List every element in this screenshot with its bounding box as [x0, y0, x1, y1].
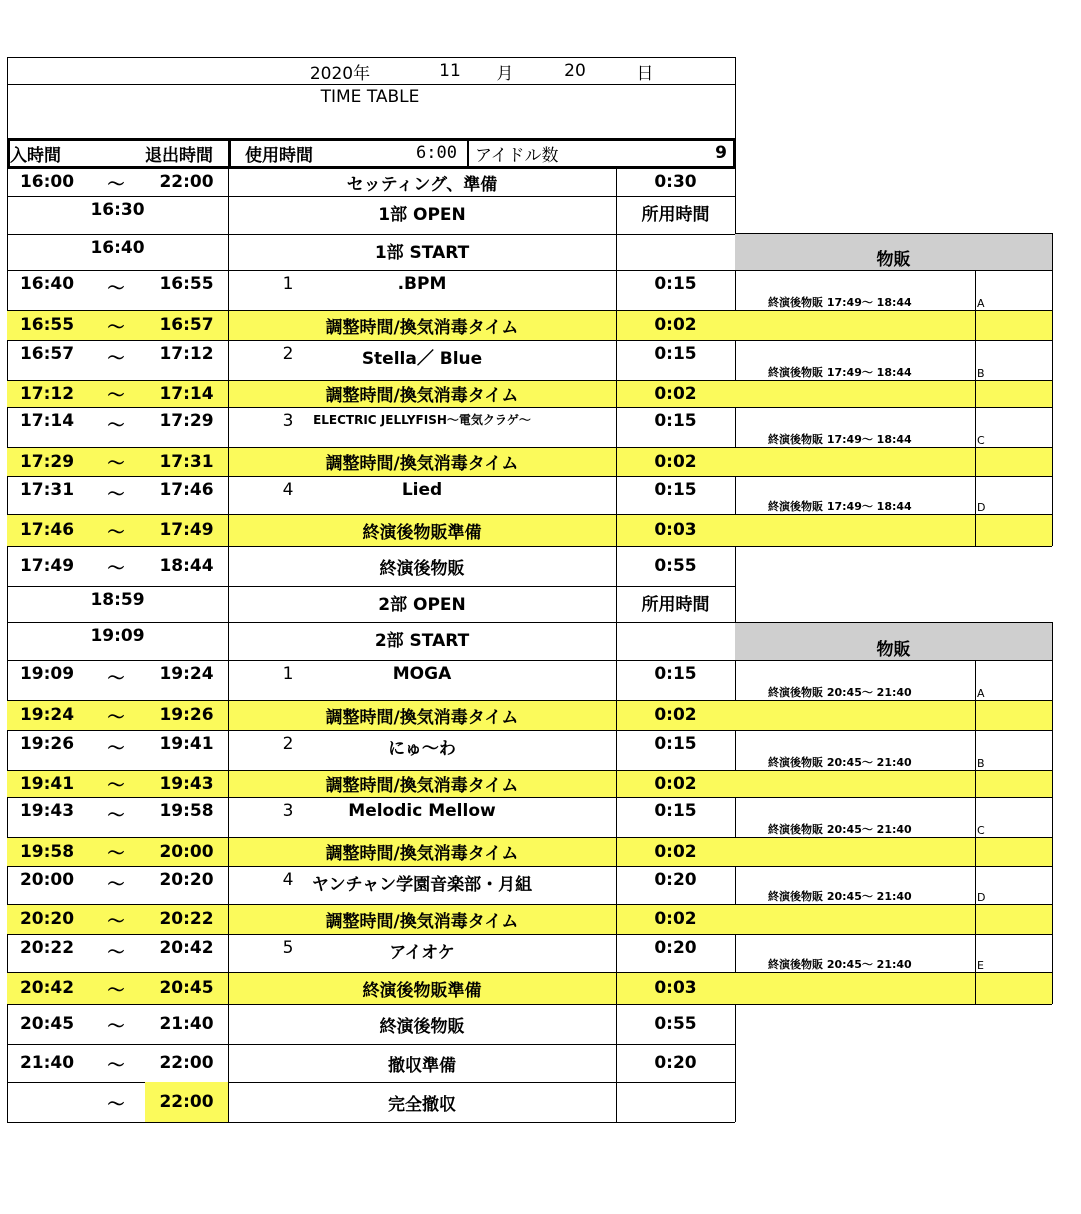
end-time: 20:22: [159, 909, 214, 929]
start-time: 17:46: [19, 520, 75, 540]
slot-number: 2: [282, 344, 294, 364]
grid-line: [228, 138, 231, 168]
open-label: 2部 START: [374, 631, 470, 651]
duration: 0:03: [654, 978, 697, 998]
grid-line: [735, 380, 1052, 381]
grid-line: [735, 1004, 1052, 1005]
grid-line: [228, 622, 229, 660]
grid-line: [1052, 730, 1053, 797]
grid-line: [228, 234, 229, 270]
grid-line: [735, 797, 736, 837]
grid-line: [735, 546, 1052, 547]
merch-slot-letter: B: [977, 367, 985, 380]
start-time: 20:00: [19, 870, 75, 890]
duration-header: 所用時間: [641, 595, 710, 615]
duration-header: 所用時間: [641, 205, 710, 225]
grid-line: [735, 1082, 736, 1122]
grid-line: [735, 866, 736, 904]
tilde: 〜: [107, 844, 125, 864]
end-time: 16:55: [159, 274, 214, 294]
open-label: 1部 OPEN: [378, 205, 466, 225]
grid-line: [228, 972, 229, 1004]
start-time: 17:31: [19, 480, 75, 500]
grid-line: [735, 622, 1052, 623]
idol-count-label: アイドル数: [475, 145, 559, 166]
duration: 0:55: [654, 1014, 697, 1034]
merch-slot-time: 終演後物販 17:49〜 18:44: [768, 296, 912, 309]
grid-line: [616, 270, 617, 310]
grid-line: [1052, 622, 1053, 660]
grid-line: [616, 1004, 617, 1044]
act-name: 調整時間/換気消毒タイム: [325, 776, 519, 796]
grid-line: [975, 797, 976, 866]
merch-highlight-row: [735, 700, 1052, 730]
tilde: 〜: [107, 317, 125, 338]
duration-header: [616, 622, 735, 660]
end-time: 19:43: [159, 773, 214, 794]
grid-line: [1052, 797, 1053, 866]
tilde: 〜: [107, 522, 125, 543]
grid-line: [228, 380, 229, 407]
start-time: 17:14: [19, 411, 75, 431]
grid-line: [735, 770, 1052, 771]
grid-line: [735, 270, 736, 310]
act-name: ヤンチャン学園音楽部・月組: [311, 875, 533, 895]
end-time: 21:40: [159, 1014, 214, 1034]
grid-line: [228, 770, 229, 797]
start-time: 16:40: [19, 274, 75, 294]
end-time: 20:42: [159, 938, 214, 958]
in-time-label: 入時間: [10, 145, 61, 166]
slot-number: 1: [282, 664, 294, 684]
grid-line: [735, 660, 736, 700]
merch-slot-letter: E: [977, 959, 984, 972]
grid-line: [616, 797, 617, 837]
grid-line: [1052, 660, 1053, 730]
end-time: 17:29: [159, 411, 214, 431]
merch-slot-time: 終演後物販 20:45〜 21:40: [768, 823, 912, 836]
merch-highlight-row: [735, 770, 1052, 797]
grid-line: [616, 546, 617, 586]
act-name: 調整時間/換気消毒タイム: [325, 317, 519, 338]
grid-line: [735, 447, 1052, 448]
tilde: 〜: [107, 1016, 125, 1037]
act-name: アイオケ: [389, 943, 455, 963]
grid-line: [228, 270, 229, 310]
act-name: MOGA: [392, 664, 452, 684]
duration: 0:02: [654, 773, 697, 794]
grid-line: [735, 837, 1052, 838]
grid-line: [228, 168, 229, 196]
duration: 0:20: [654, 1053, 697, 1073]
header-day-unit: 日: [636, 63, 654, 84]
tilde: 〜: [107, 349, 125, 369]
merch-highlight-row: [735, 904, 1052, 934]
end-time: 16:57: [159, 315, 214, 335]
tilde: 〜: [107, 454, 125, 474]
grid-line: [735, 233, 1052, 234]
start-time: 21:40: [19, 1053, 75, 1073]
tilde: 〜: [107, 669, 125, 689]
merch-highlight-row: [735, 837, 1052, 866]
out-time-label: 退出時間: [145, 145, 213, 166]
start-time: 20:42: [19, 978, 75, 998]
end-time: 17:12: [159, 344, 214, 364]
duration: 0:15: [654, 344, 697, 364]
start-time: 19:26: [19, 734, 75, 754]
grid-line: [1052, 340, 1053, 407]
duration: 0:55: [654, 556, 697, 576]
slot-number: 4: [282, 870, 294, 890]
usage-value: 6:00: [416, 143, 457, 163]
grid-line: [735, 546, 736, 586]
duration: 0:15: [654, 480, 697, 500]
grid-line: [228, 196, 229, 234]
merch-slot-letter: A: [977, 687, 985, 700]
tilde: 〜: [107, 911, 125, 932]
end-time: 22:00: [159, 1092, 214, 1112]
duration: 0:02: [654, 383, 697, 404]
duration: 0:02: [654, 315, 697, 335]
act-name: 調整時間/換気消毒タイム: [325, 707, 519, 728]
open-time: 18:59: [90, 590, 145, 610]
start-time: 19:24: [19, 705, 75, 725]
grid-line: [228, 700, 229, 730]
start-time: 19:41: [19, 773, 75, 794]
tilde: 〜: [107, 806, 125, 826]
act-name: .BPM: [397, 274, 447, 294]
end-time: 17:14: [159, 383, 214, 404]
grid-line: [467, 138, 469, 168]
grid-line: [1052, 866, 1053, 934]
grid-line: [616, 837, 617, 866]
open-label: 1部 START: [374, 243, 470, 263]
grid-line: [228, 904, 229, 934]
start-time: 17:12: [19, 383, 75, 404]
grid-line: [975, 476, 976, 546]
grid-line: [1052, 233, 1053, 270]
end-time: 19:41: [159, 734, 214, 754]
act-name: 撤収準備: [388, 1055, 456, 1076]
grid-line: [975, 730, 976, 797]
merch-slot-time: 終演後物販 20:45〜 21:40: [768, 686, 912, 699]
start-time: 16:55: [19, 315, 75, 335]
slot-number: 3: [282, 801, 294, 821]
act-name: 終演後物販: [379, 1016, 465, 1037]
duration: 0:15: [654, 734, 697, 754]
duration: 0:02: [654, 841, 697, 862]
start-time: [7, 1082, 87, 1122]
grid-line: [228, 1044, 229, 1082]
duration: 0:02: [654, 451, 697, 472]
grid-line: [616, 1082, 617, 1122]
grid-line: [1052, 476, 1053, 546]
grid-line: [228, 730, 229, 770]
start-time: 20:22: [19, 938, 75, 958]
grid-line: [735, 1004, 736, 1044]
end-time: 22:00: [159, 172, 214, 192]
act-name: 調整時間/換気消毒タイム: [325, 454, 519, 474]
grid-line: [735, 168, 736, 196]
start-time: 19:43: [19, 801, 75, 821]
grid-line: [7, 1122, 735, 1123]
duration: 0:15: [654, 411, 697, 431]
grid-line: [228, 447, 229, 476]
end-time: 19:24: [159, 664, 214, 684]
grid-line: [616, 934, 617, 972]
grid-line: [735, 310, 1052, 311]
grid-line: [7, 138, 735, 141]
duration: [616, 1082, 735, 1122]
merch-slot-time: 終演後物販 17:49〜 18:44: [768, 366, 912, 379]
grid-line: [616, 407, 617, 447]
act-name: 調整時間/換気消毒タイム: [325, 844, 519, 864]
grid-line: [228, 476, 229, 514]
grid-line: [735, 586, 736, 622]
start-time: 17:49: [19, 556, 75, 576]
grid-line: [735, 904, 1052, 905]
grid-line: [616, 1044, 617, 1082]
end-time: 17:49: [159, 520, 214, 540]
act-name: ELECTRIC JELLYFISH〜電気クラゲ〜: [313, 413, 531, 427]
grid-line: [228, 340, 229, 380]
duration: 0:03: [654, 520, 697, 540]
grid-line: [616, 622, 617, 660]
tilde: 〜: [107, 943, 125, 963]
tilde: 〜: [107, 1094, 125, 1115]
merch-slot-time: 終演後物販 17:49〜 18:44: [768, 433, 912, 446]
tilde: 〜: [107, 980, 125, 1001]
duration: 0:02: [654, 909, 697, 929]
end-time: 17:46: [159, 480, 214, 500]
grid-line: [616, 972, 617, 1004]
grid-line: [616, 310, 617, 340]
duration-header: [616, 234, 735, 270]
tilde: 〜: [107, 776, 125, 796]
header-title: TIME TABLE: [320, 87, 420, 107]
grid-line: [228, 546, 229, 586]
start-time: 19:09: [19, 664, 75, 684]
grid-line: [735, 934, 736, 972]
end-time: 20:45: [159, 978, 214, 998]
act-name: 調整時間/換気消毒タイム: [325, 386, 519, 406]
grid-line: [228, 407, 229, 447]
grid-line: [735, 340, 736, 380]
grid-line: [228, 837, 229, 866]
grid-line: [616, 904, 617, 934]
grid-line: [616, 476, 617, 514]
merch-highlight-row: [735, 514, 1052, 546]
open-time: 16:40: [90, 238, 145, 258]
end-time: 22:00: [159, 1053, 214, 1073]
grid-line: [228, 660, 229, 700]
tilde: 〜: [107, 279, 125, 299]
merch-slot-letter: A: [977, 297, 985, 310]
header-month: 11: [439, 61, 461, 81]
tilde: 〜: [107, 416, 125, 436]
grid-line: [616, 660, 617, 700]
end-time: 20:20: [159, 870, 214, 890]
grid-line: [616, 514, 617, 546]
grid-line: [228, 1004, 229, 1044]
grid-line: [616, 586, 617, 622]
merch-slot-time: 終演後物販 17:49〜 18:44: [768, 500, 912, 513]
act-name: 終演後物販: [379, 558, 465, 579]
merch-slot-letter: D: [977, 501, 986, 514]
act-name: Melodic Mellow: [348, 801, 496, 821]
merch-title: 物販: [876, 639, 911, 660]
grid-line: [228, 586, 229, 622]
act-name: 完全撤収: [388, 1094, 456, 1115]
duration: 0:02: [654, 705, 697, 725]
header-month-unit: 月: [496, 63, 514, 84]
grid-line: [616, 866, 617, 904]
grid-line: [616, 234, 617, 270]
grid-line: [616, 730, 617, 770]
grid-line: [1052, 407, 1053, 476]
grid-line: [735, 730, 736, 770]
merch-title: 物販: [876, 250, 911, 270]
grid-line: [975, 866, 976, 934]
end-time: 17:31: [159, 451, 214, 472]
merch-highlight-row: [735, 447, 1052, 476]
header-year: 2020年: [309, 63, 371, 84]
grid-line: [228, 866, 229, 904]
grid-line: [735, 514, 1052, 515]
grid-line: [735, 407, 736, 447]
start-time: 20:45: [19, 1014, 75, 1034]
slot-number: 4: [282, 480, 294, 500]
grid-line: [616, 380, 617, 407]
end-time: 19:58: [159, 801, 214, 821]
grid-line: [616, 770, 617, 797]
grid-line: [616, 196, 617, 234]
tilde: 〜: [107, 174, 125, 195]
merch-slot-letter: C: [977, 434, 985, 447]
grid-line: [228, 514, 229, 546]
duration: 0:30: [654, 172, 697, 192]
usage-label: 使用時間: [245, 145, 313, 166]
start-time: 20:20: [19, 909, 75, 929]
grid-line: [975, 934, 976, 1004]
grid-line: [735, 476, 736, 514]
act-name: Lied: [401, 480, 443, 500]
act-name: 終演後物販準備: [362, 522, 482, 543]
grid-line: [735, 972, 1052, 973]
open-time: 16:30: [90, 200, 145, 220]
merch-slot-time: 終演後物販 20:45〜 21:40: [768, 756, 912, 769]
act-name: にゅ〜わ: [388, 739, 456, 759]
grid-line: [616, 340, 617, 380]
tilde: 〜: [107, 485, 125, 505]
grid-line: [735, 700, 1052, 701]
duration: 0:15: [654, 274, 697, 294]
merch-highlight-row: [735, 310, 1052, 340]
tilde: 〜: [107, 1055, 125, 1076]
grid-line: [228, 934, 229, 972]
grid-line: [975, 340, 976, 407]
duration: 0:20: [654, 870, 697, 890]
merch-slot-time: 終演後物販 20:45〜 21:40: [768, 958, 912, 971]
slot-number: 2: [282, 734, 294, 754]
duration: 0:15: [654, 801, 697, 821]
merch-slot-letter: B: [977, 757, 985, 770]
end-time: 20:00: [159, 841, 214, 862]
act-name: 終演後物販準備: [362, 980, 482, 1001]
end-time: 18:44: [159, 556, 214, 576]
slot-number: 5: [282, 938, 294, 958]
merch-highlight-row: [735, 972, 1052, 1004]
grid-line: [228, 1082, 229, 1122]
idol-count-value: 9: [715, 143, 727, 163]
tilde: 〜: [107, 875, 125, 895]
slot-number: 3: [282, 411, 294, 431]
grid-line: [735, 196, 736, 234]
grid-line: [735, 57, 736, 138]
start-time: 16:57: [19, 344, 75, 364]
grid-line: [975, 407, 976, 476]
duration: 0:15: [654, 664, 697, 684]
start-time: 17:29: [19, 451, 75, 472]
open-label: 2部 OPEN: [378, 595, 466, 615]
act-name: セッティング、準備: [346, 174, 498, 195]
merch-slot-time: 終演後物販 20:45〜 21:40: [768, 890, 912, 903]
start-time: 16:00: [19, 172, 75, 192]
slot-number: 1: [282, 274, 294, 294]
header-day: 20: [564, 61, 586, 81]
merch-slot-letter: C: [977, 824, 985, 837]
grid-line: [228, 310, 229, 340]
grid-line: [616, 447, 617, 476]
grid-line: [616, 168, 617, 196]
act-name: 調整時間/換気消毒タイム: [325, 911, 519, 932]
merch-highlight-row: [735, 380, 1052, 407]
grid-line: [735, 1044, 736, 1082]
grid-line: [228, 797, 229, 837]
tilde: 〜: [107, 707, 125, 728]
grid-line: [1052, 934, 1053, 1004]
grid-line: [616, 700, 617, 730]
grid-line: [1052, 270, 1053, 340]
tilde: 〜: [107, 386, 125, 406]
act-name: Stella／ Blue: [361, 349, 483, 369]
start-time: 19:58: [19, 841, 75, 862]
open-time: 19:09: [90, 626, 145, 646]
grid-line: [975, 660, 976, 730]
tilde: 〜: [107, 558, 125, 579]
grid-line: [975, 270, 976, 340]
tilde: 〜: [107, 739, 125, 759]
end-time: 19:26: [159, 705, 214, 725]
duration: 0:20: [654, 938, 697, 958]
merch-slot-letter: D: [977, 891, 986, 904]
